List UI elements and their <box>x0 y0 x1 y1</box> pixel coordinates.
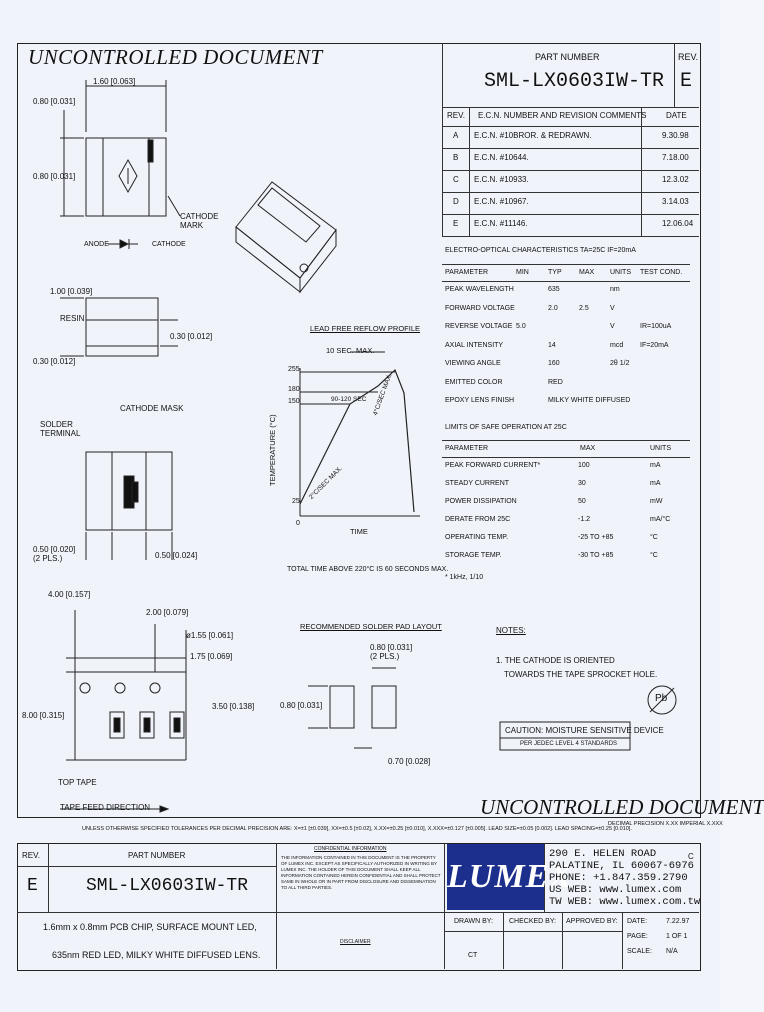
tolerance-right: DECIMAL PRECISION X.XX IMPERIAL X.XXX <box>608 821 723 827</box>
eo-cell: EPOXY LENS FINISH <box>445 397 515 404</box>
uncontrolled-top: UNCONTROLLED DOCUMENT <box>28 45 323 69</box>
abs-cell: -30 TO +85 <box>578 552 614 559</box>
eo-header: TYP <box>548 269 562 276</box>
reflow-subtitle: 10 SEC. MAX. <box>326 346 375 355</box>
solder-pad-left <box>330 686 354 728</box>
rev-row-date: 3.14.03 <box>662 197 689 206</box>
rev-label: REV. <box>678 52 699 62</box>
eo-header: MIN <box>516 269 529 276</box>
eo-cell: 635 <box>548 286 560 293</box>
abs-cell: OPERATING TEMP. <box>445 534 509 541</box>
rev-row-date: 12.3.02 <box>662 175 689 184</box>
abs-cell: -1.2 <box>578 516 591 523</box>
uncontrolled-bottom: UNCONTROLLED DOCUMENT <box>480 795 764 819</box>
address-line: PALATINE, IL 60067-6976 <box>549 860 694 872</box>
abs-cell: °C <box>650 552 658 559</box>
rev-value: E <box>680 70 693 93</box>
rev-row-date: 7.18.00 <box>662 153 689 162</box>
abs-header: MAX <box>580 445 596 452</box>
rev-row-comment: E.C.N. #10933. <box>474 175 529 184</box>
page-label: PAGE: <box>627 933 648 940</box>
cathode-mask-label: CATHODE MASK <box>120 404 184 413</box>
anode-label: ANODE <box>84 241 109 248</box>
eo-cell: V <box>610 323 615 330</box>
top-tape-label: TOP TAPE <box>58 778 97 787</box>
part-number-label: PART NUMBER <box>535 52 600 62</box>
rev-row-letter: D <box>453 197 459 206</box>
led-top-view <box>86 138 166 216</box>
reflow-note: TOTAL TIME ABOVE 220°C IS 60 SECONDS MAX. <box>287 566 449 573</box>
eo-title: ELECTRO-OPTICAL CHARACTERISTICS TA=25C IF=20mA <box>445 247 636 254</box>
solder-pad-right <box>372 686 396 728</box>
reflow-seg-label: 2°C/SEC MAX. <box>308 465 344 501</box>
rev-row-comment: E.C.N. #10BROR. & REDRAWN. <box>474 131 592 140</box>
eo-cell: PEAK WAVELENGTH <box>445 286 514 293</box>
abs-cell: DERATE FROM 25C <box>445 516 511 523</box>
drawn-by-label: DRAWN BY: <box>454 918 494 925</box>
eo-cell: EMITTED COLOR <box>445 378 503 386</box>
eo-header: PARAMETER <box>445 269 489 276</box>
rev-row-date: 9.30.98 <box>662 131 689 140</box>
dim-050-left: 0.50 [0.020] (2 PLS.) <box>33 545 76 563</box>
tape-200: 2.00 [0.079] <box>146 608 189 617</box>
eo-cell: nm <box>610 286 620 293</box>
abs-cell: STEADY CURRENT <box>445 480 510 487</box>
reflow-seg-label: 90-120 SEC <box>331 396 367 403</box>
description-line: 1.6mm x 0.8mm PCB CHIP, SURFACE MOUNT LED, <box>43 922 257 932</box>
comment-col-header: E.C.N. NUMBER AND REVISION COMMENTS <box>478 111 647 120</box>
abs-cell: mA/°C <box>650 516 671 523</box>
pad-080-top: 0.80 [0.031] (2 PLS.) <box>370 643 413 661</box>
dim-080-top: 0.80 [0.031] <box>33 97 76 106</box>
reflow-ytick: 180 <box>288 386 300 393</box>
tape-feed-label: TAPE FEED DIRECTION <box>60 803 151 812</box>
reflow-seg-label: 4°C/SEC MAX. <box>372 372 394 417</box>
solder-terminal-label: SOLDER TERMINAL <box>40 420 81 438</box>
abs-cell: °C <box>650 534 658 541</box>
tape-175: 1.75 [0.069] <box>190 652 233 661</box>
page-value: 1 OF 1 <box>666 933 688 940</box>
eo-cell: IF=20mA <box>640 341 669 349</box>
rev-row-date: 12.06.04 <box>662 219 694 228</box>
eo-cell: REVERSE VOLTAGE <box>445 323 513 330</box>
cathode-mark-label: CATHODE MARK <box>180 212 219 230</box>
eo-cell: IR=100uA <box>640 323 672 330</box>
dim-030-right: 0.30 [0.012] <box>170 332 213 341</box>
caution-text: CAUTION: MOISTURE SENSITIVE DEVICE <box>505 726 664 735</box>
abs-cell: 50 <box>578 498 586 505</box>
eo-cell: mcd <box>610 341 624 349</box>
reflow-title: LEAD FREE REFLOW PROFILE <box>310 324 421 333</box>
eo-cell: 2.0 <box>548 304 558 312</box>
eo-cell: RED <box>548 378 563 386</box>
approved-by-label: APPROVED BY: <box>566 918 618 925</box>
drawn-by: CT <box>468 952 478 959</box>
confidential-title: CONFIDENTIAL INFORMATION <box>314 846 387 852</box>
dim-080-mid: 0.80 [0.031] <box>33 172 76 181</box>
scale-label: SCALE: <box>627 948 652 955</box>
note-line: TOWARDS THE TAPE SPROCKET HOLE. <box>504 670 658 679</box>
tb-rev-label: REV. <box>22 851 40 860</box>
dim-100: 1.00 [0.039] <box>50 287 93 296</box>
notes-title: NOTES: <box>496 626 526 635</box>
pad-layout-title: RECOMMENDED SOLDER PAD LAYOUT <box>300 622 442 631</box>
tape-155: ø1.55 [0.061] <box>186 631 234 640</box>
tape-800: 8.00 [0.315] <box>22 711 65 720</box>
part-number: SML-LX0603IW-TR <box>484 70 665 93</box>
pb-free-icon: Pb <box>655 693 668 704</box>
address-line: 290 E. HELEN ROAD <box>549 848 657 860</box>
lumex-logo: LUMEX <box>447 844 544 910</box>
abs-header: UNITS <box>650 445 671 452</box>
rev-col-header: REV. <box>447 111 465 120</box>
rev-row-comment: E.C.N. #11146. <box>474 219 528 228</box>
eo-cell: 14 <box>548 341 556 349</box>
tape-350: 3.50 [0.138] <box>212 702 255 711</box>
abs-cell: mA <box>650 462 661 469</box>
tb-part-label: PART NUMBER <box>128 851 186 860</box>
tape-400: 4.00 [0.157] <box>48 590 91 599</box>
resin-label: RESIN <box>60 314 85 323</box>
note-line: 1. THE CATHODE IS ORIENTED <box>496 656 615 665</box>
reflow-ytick: 150 <box>288 398 300 405</box>
rev-row-letter: C <box>453 175 459 184</box>
eo-cell: 5.0 <box>516 323 526 330</box>
rev-row-letter: B <box>453 153 459 162</box>
eo-cell: 160 <box>548 360 560 367</box>
eo-header: UNITS <box>610 269 631 276</box>
abs-cell: 30 <box>578 480 586 487</box>
description-line: 635nm RED LED, MILKY WHITE DIFFUSED LENS. <box>52 950 261 960</box>
scale-value: N/A <box>666 948 678 955</box>
tb-rev: E <box>27 876 38 896</box>
date-value: 7.22.97 <box>666 918 690 925</box>
eo-cell: MILKY WHITE DIFFUSED <box>548 397 631 404</box>
tolerance-note: UNLESS OTHERWISE SPECIFIED TOLERANCES PER DECIMAL PRECISION ARE: X=±1 [±0.039], XX=±0.5 [±0.02], X.XX=±0.25 [±0.010], X.XXX=±0.127 [±0.005]. LEAD SIZE=±0.05 [0.002]. LEAD SPACING=±0.25 [0.010]. <box>82 826 632 832</box>
rev-row-letter: A <box>453 131 459 140</box>
us-web-link[interactable]: US WEB: www.lumex.com <box>549 884 682 896</box>
rev-row-comment: E.C.N. #10967. <box>474 197 529 206</box>
abs-header: PARAMETER <box>445 445 489 452</box>
abs-cell: 100 <box>578 462 590 469</box>
disclaimer-title: DISCLAIMER <box>340 939 371 945</box>
corner-mark: C <box>688 852 694 861</box>
reflow-xlabel: TIME <box>350 527 368 536</box>
abs-cell: -25 TO +85 <box>578 534 614 541</box>
confidential-text: THE INFORMATION CONTAINED IN THIS DOCUMENT IS THE PROPERTY OF LUMEX INC. EXCEPT AS SPECIFICALLY AUTHORIZED IN WRITING BY LUMEX INC. THE HOLDER OF THIS DOCUMENT SHALL KEEP ALL INFORMATION CONTAINED HEREIN CONFIDENTIAL AND SHALL PROTECT SAME IN WHOLE OR IN PART FROM DISCLOSURE AND DISSEMINATION TO ALL THIRD PARTIES. <box>281 855 441 890</box>
eo-cell: FORWARD VOLTAGE <box>445 304 515 312</box>
phone-line: PHONE: +1.847.359.2790 <box>549 872 688 884</box>
dim-050-right: 0.50 [0.024] <box>155 551 198 560</box>
dim-030-left: 0.30 [0.012] <box>33 357 76 366</box>
eo-cell: 2.5 <box>579 304 589 312</box>
reflow-ytick: 255 <box>288 366 300 373</box>
tw-web-link[interactable]: TW WEB: www.lumex.com.tw <box>549 896 701 908</box>
abs-cell: STORAGE TEMP. <box>445 552 502 559</box>
eo-cell: VIEWING ANGLE <box>445 360 501 367</box>
tb-part: SML-LX0603IW-TR <box>86 876 249 896</box>
abs-footnote: * 1kHz, 1/10 <box>445 574 484 581</box>
caution-sub: PER JEDEC LEVEL 4 STANDARDS <box>520 741 618 747</box>
date-col-header: DATE <box>666 111 687 120</box>
abs-title: LIMITS OF SAFE OPERATION AT 25C <box>445 424 567 431</box>
eo-header: MAX <box>579 269 595 276</box>
rev-row-letter: E <box>453 219 459 228</box>
reflow-ytick: 0 <box>296 520 300 527</box>
abs-cell: mA <box>650 480 661 487</box>
cathode-label: CATHODE <box>152 241 186 248</box>
abs-cell: PEAK FORWARD CURRENT* <box>445 462 541 469</box>
rev-row-comment: E.C.N. #10644. <box>474 153 529 162</box>
checked-by-label: CHECKED BY: <box>509 918 557 925</box>
abs-cell: POWER DISSIPATION <box>445 498 517 505</box>
abs-cell: mW <box>650 498 663 505</box>
eo-header: TEST COND. <box>640 269 683 276</box>
date-label: DATE: <box>627 918 648 925</box>
eo-cell: AXIAL INTENSITY <box>445 341 504 349</box>
reflow-ylabel: TEMPERATURE (°C) <box>268 414 277 486</box>
reflow-ytick: 25 <box>292 498 300 505</box>
eo-cell: 2θ 1/2 <box>610 360 630 367</box>
eo-cell: V <box>610 304 615 312</box>
pad-080-left: 0.80 [0.031] <box>280 701 323 710</box>
pad-070: 0.70 [0.028] <box>388 757 431 766</box>
dim-160: 1.60 [0.063] <box>93 77 136 86</box>
